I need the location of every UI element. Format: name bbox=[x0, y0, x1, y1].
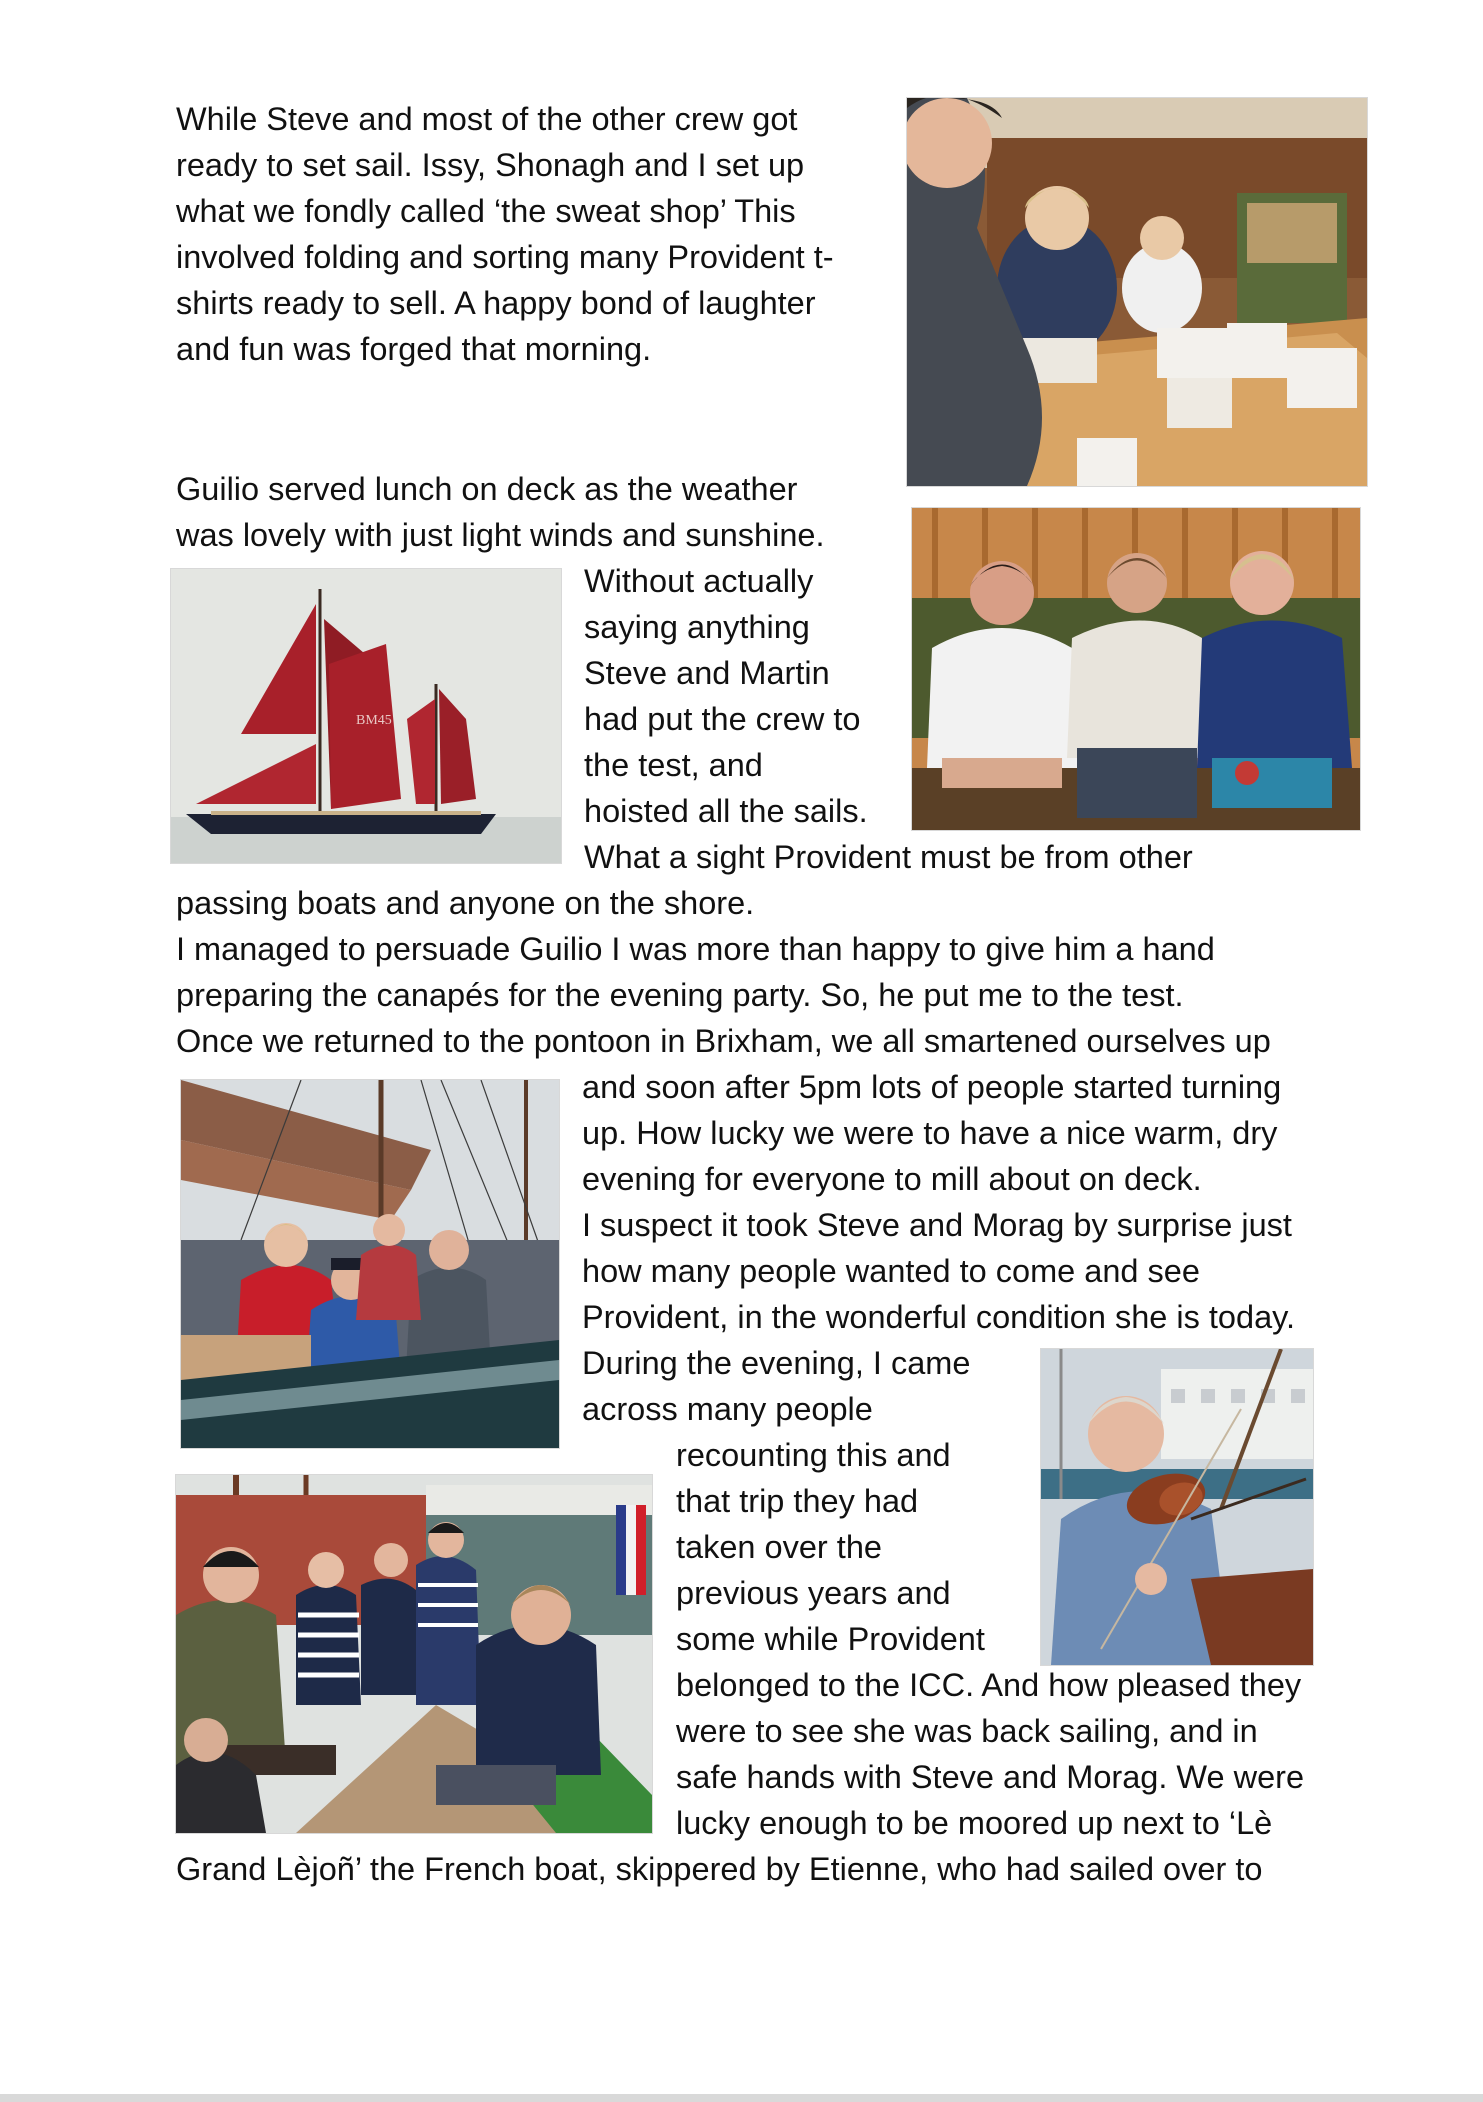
body-text-line: what we fondly called ‘the sweat shop’ This bbox=[176, 193, 796, 229]
photo-three-women bbox=[911, 507, 1361, 831]
body-text-line: Steve and Martin bbox=[584, 655, 830, 691]
body-text-line: shirts ready to sell. A happy bond of laughter bbox=[176, 285, 816, 321]
photo-sweat-shop bbox=[906, 97, 1368, 487]
photo-deck-party bbox=[180, 1079, 560, 1449]
photo-icon bbox=[912, 508, 1360, 830]
body-text-line: preparing the canapés for the evening party. So, he put me to the test. bbox=[176, 977, 1184, 1013]
body-text-line: was lovely with just light winds and sunshine. bbox=[176, 517, 825, 553]
body-text-line: What a sight Provident must be from other bbox=[584, 839, 1193, 875]
body-text-line: the test, and bbox=[584, 747, 763, 783]
photo-icon bbox=[176, 1475, 652, 1833]
body-text-line: I managed to persuade Guilio I was more than happy to give him a hand bbox=[176, 931, 1215, 967]
body-text-line: previous years and bbox=[676, 1575, 951, 1611]
photo-icon bbox=[1041, 1349, 1313, 1665]
body-text-line: how many people wanted to come and see bbox=[582, 1253, 1200, 1289]
body-text-line: I suspect it took Steve and Morag by surprise just bbox=[582, 1207, 1292, 1243]
body-text-line: and fun was forged that morning. bbox=[176, 331, 652, 367]
body-text-line: up. How lucky we were to have a nice warm, dry bbox=[582, 1115, 1278, 1151]
photo-sailing-boat bbox=[170, 568, 562, 864]
photo-french-crew bbox=[175, 1474, 653, 1834]
photo-icon bbox=[907, 98, 1367, 486]
body-text-line: some while Provident bbox=[676, 1621, 985, 1657]
body-text-line: passing boats and anyone on the shore. bbox=[176, 885, 755, 921]
body-text-line: recounting this and bbox=[676, 1437, 951, 1473]
body-text-line: safe hands with Steve and Morag. We were bbox=[676, 1759, 1305, 1795]
body-text-line: Once we returned to the pontoon in Brixham, we all smartened ourselves up bbox=[176, 1023, 1271, 1059]
body-text-line: saying anything bbox=[584, 609, 810, 645]
body-text-line: ready to set sail. Issy, Shonagh and I set up bbox=[176, 147, 805, 183]
photo-icon bbox=[181, 1080, 559, 1448]
body-text-line: Guilio served lunch on deck as the weather bbox=[176, 471, 798, 507]
body-text-line: hoisted all the sails. bbox=[584, 793, 868, 829]
body-text-line: across many people bbox=[582, 1391, 873, 1427]
body-text-line: had put the crew to bbox=[584, 701, 861, 737]
body-text-line: Without actually bbox=[584, 563, 814, 599]
sail-number: BM45 bbox=[356, 713, 392, 728]
body-text-line: While Steve and most of the other crew got bbox=[176, 101, 798, 137]
body-text-line: belonged to the ICC. And how pleased they bbox=[676, 1667, 1302, 1703]
body-text-line: evening for everyone to mill about on deck. bbox=[582, 1161, 1202, 1197]
body-text-line: taken over the bbox=[676, 1529, 882, 1565]
photo-icon bbox=[171, 569, 561, 863]
body-text-line: were to see she was back sailing, and in bbox=[676, 1713, 1258, 1749]
body-text-line: that trip they had bbox=[676, 1483, 919, 1519]
body-text-line: and soon after 5pm lots of people started turning bbox=[582, 1069, 1282, 1105]
body-text-line: During the evening, I came bbox=[582, 1345, 971, 1381]
body-text-line: involved folding and sorting many Provident t- bbox=[176, 239, 834, 275]
body-text-line: Provident, in the wonderful condition she is today. bbox=[582, 1299, 1296, 1335]
photo-fiddler bbox=[1040, 1348, 1314, 1666]
body-text-line: Grand Lèjoñ’ the French boat, skippered by Etienne, who had sailed over to bbox=[176, 1851, 1263, 1887]
body-text-line: lucky enough to be moored up next to ‘Lè bbox=[676, 1805, 1273, 1841]
page-bottom-edge bbox=[0, 2094, 1483, 2102]
